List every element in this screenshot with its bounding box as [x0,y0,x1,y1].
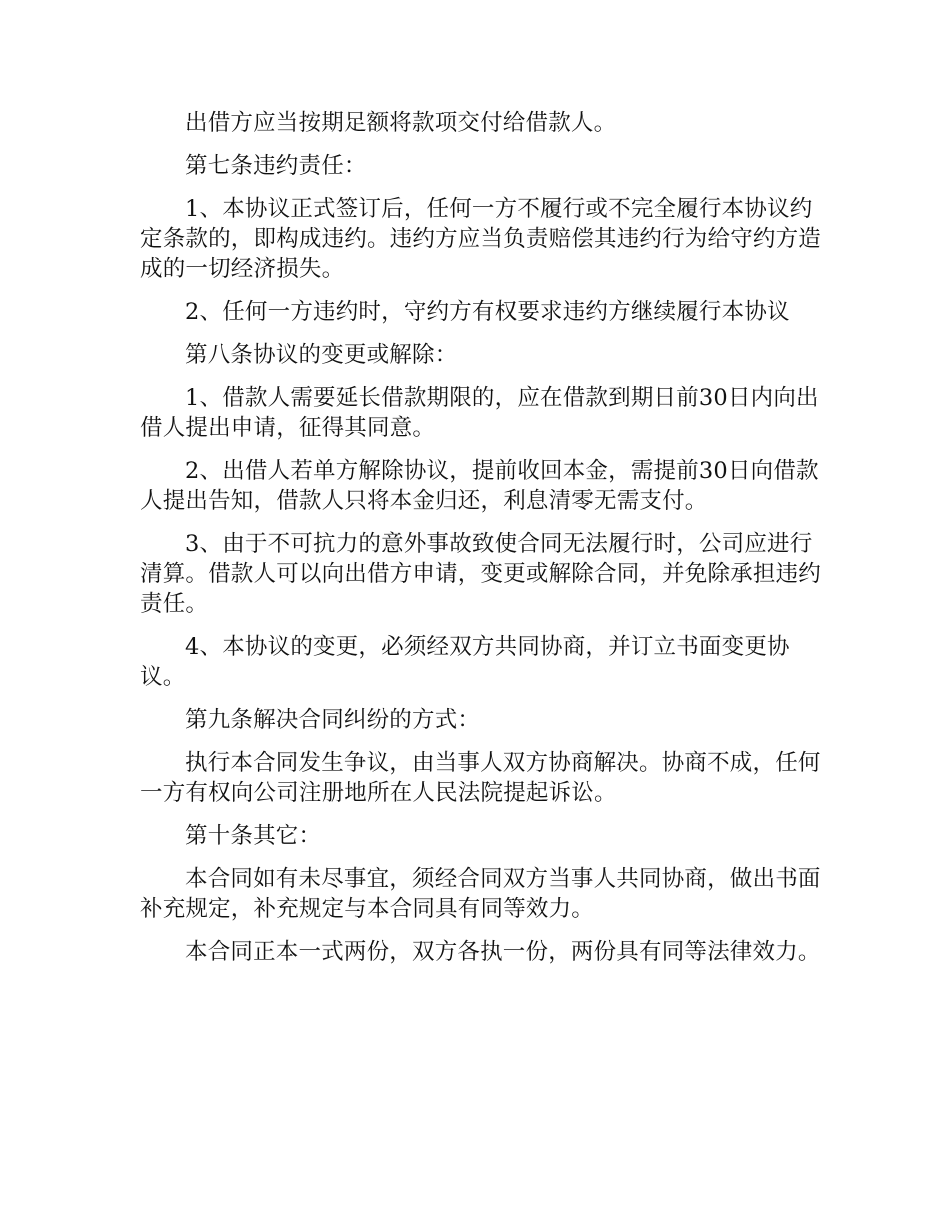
heading-article-7: 第七条违约责任： [185,153,367,179]
heading-article-10: 第十条其它： [185,823,322,849]
heading-article-9: 第九条解决合同纠纷的方式： [185,707,481,733]
paragraph-article-7-item-1: 1、本协议正式签订后，任何一方不履行或不完全履行本协议约定条款的，即构成违约。违约方应当负责赔偿其违约行为给守约方造成的一切经济损失。 [140,196,822,282]
paragraph-delivery: 出借方应当按期足额将款项交付给借款人。 [185,110,617,136]
paragraph-article-10-item-2: 本合同正本一式两份，双方各执一份，两份具有同等法律效力。 [185,939,821,965]
paragraph-article-10-item-1: 本合同如有未尽事宜，须经合同双方当事人共同协商，做出书面补充规定，补充规定与本合同具有同等效力。 [140,866,821,922]
heading-article-8: 第八条协议的变更或解除： [185,342,458,368]
paragraph-article-8-item-3: 3、由于不可抗力的意外事故致使合同无法履行时，公司应进行清算。借款人可以向出借方申请，变更或解除合同，并免除承担违约责任。 [140,531,822,617]
paragraph-article-8-item-1: 1、借款人需要延长借款期限的，应在借款到期日前30日内向出借人提出申请，征得其同意。 [140,385,819,441]
paragraph-article-7-item-2: 2、任何一方违约时，守约方有权要求违约方继续履行本协议 [185,299,790,325]
paragraph-article-8-item-4: 4、本协议的变更，必须经双方共同协商，并订立书面变更协议。 [140,634,790,690]
paragraph-article-9: 执行本合同发生争议，由当事人双方协商解决。协商不成，任何一方有权向公司注册地所在人民法院提起诉讼。 [140,750,821,806]
paragraph-article-8-item-2: 2、出借人若单方解除协议，提前收回本金，需提前30日向借款人提出告知，借款人只将本金归还，利息清零无需支付。 [140,458,819,514]
